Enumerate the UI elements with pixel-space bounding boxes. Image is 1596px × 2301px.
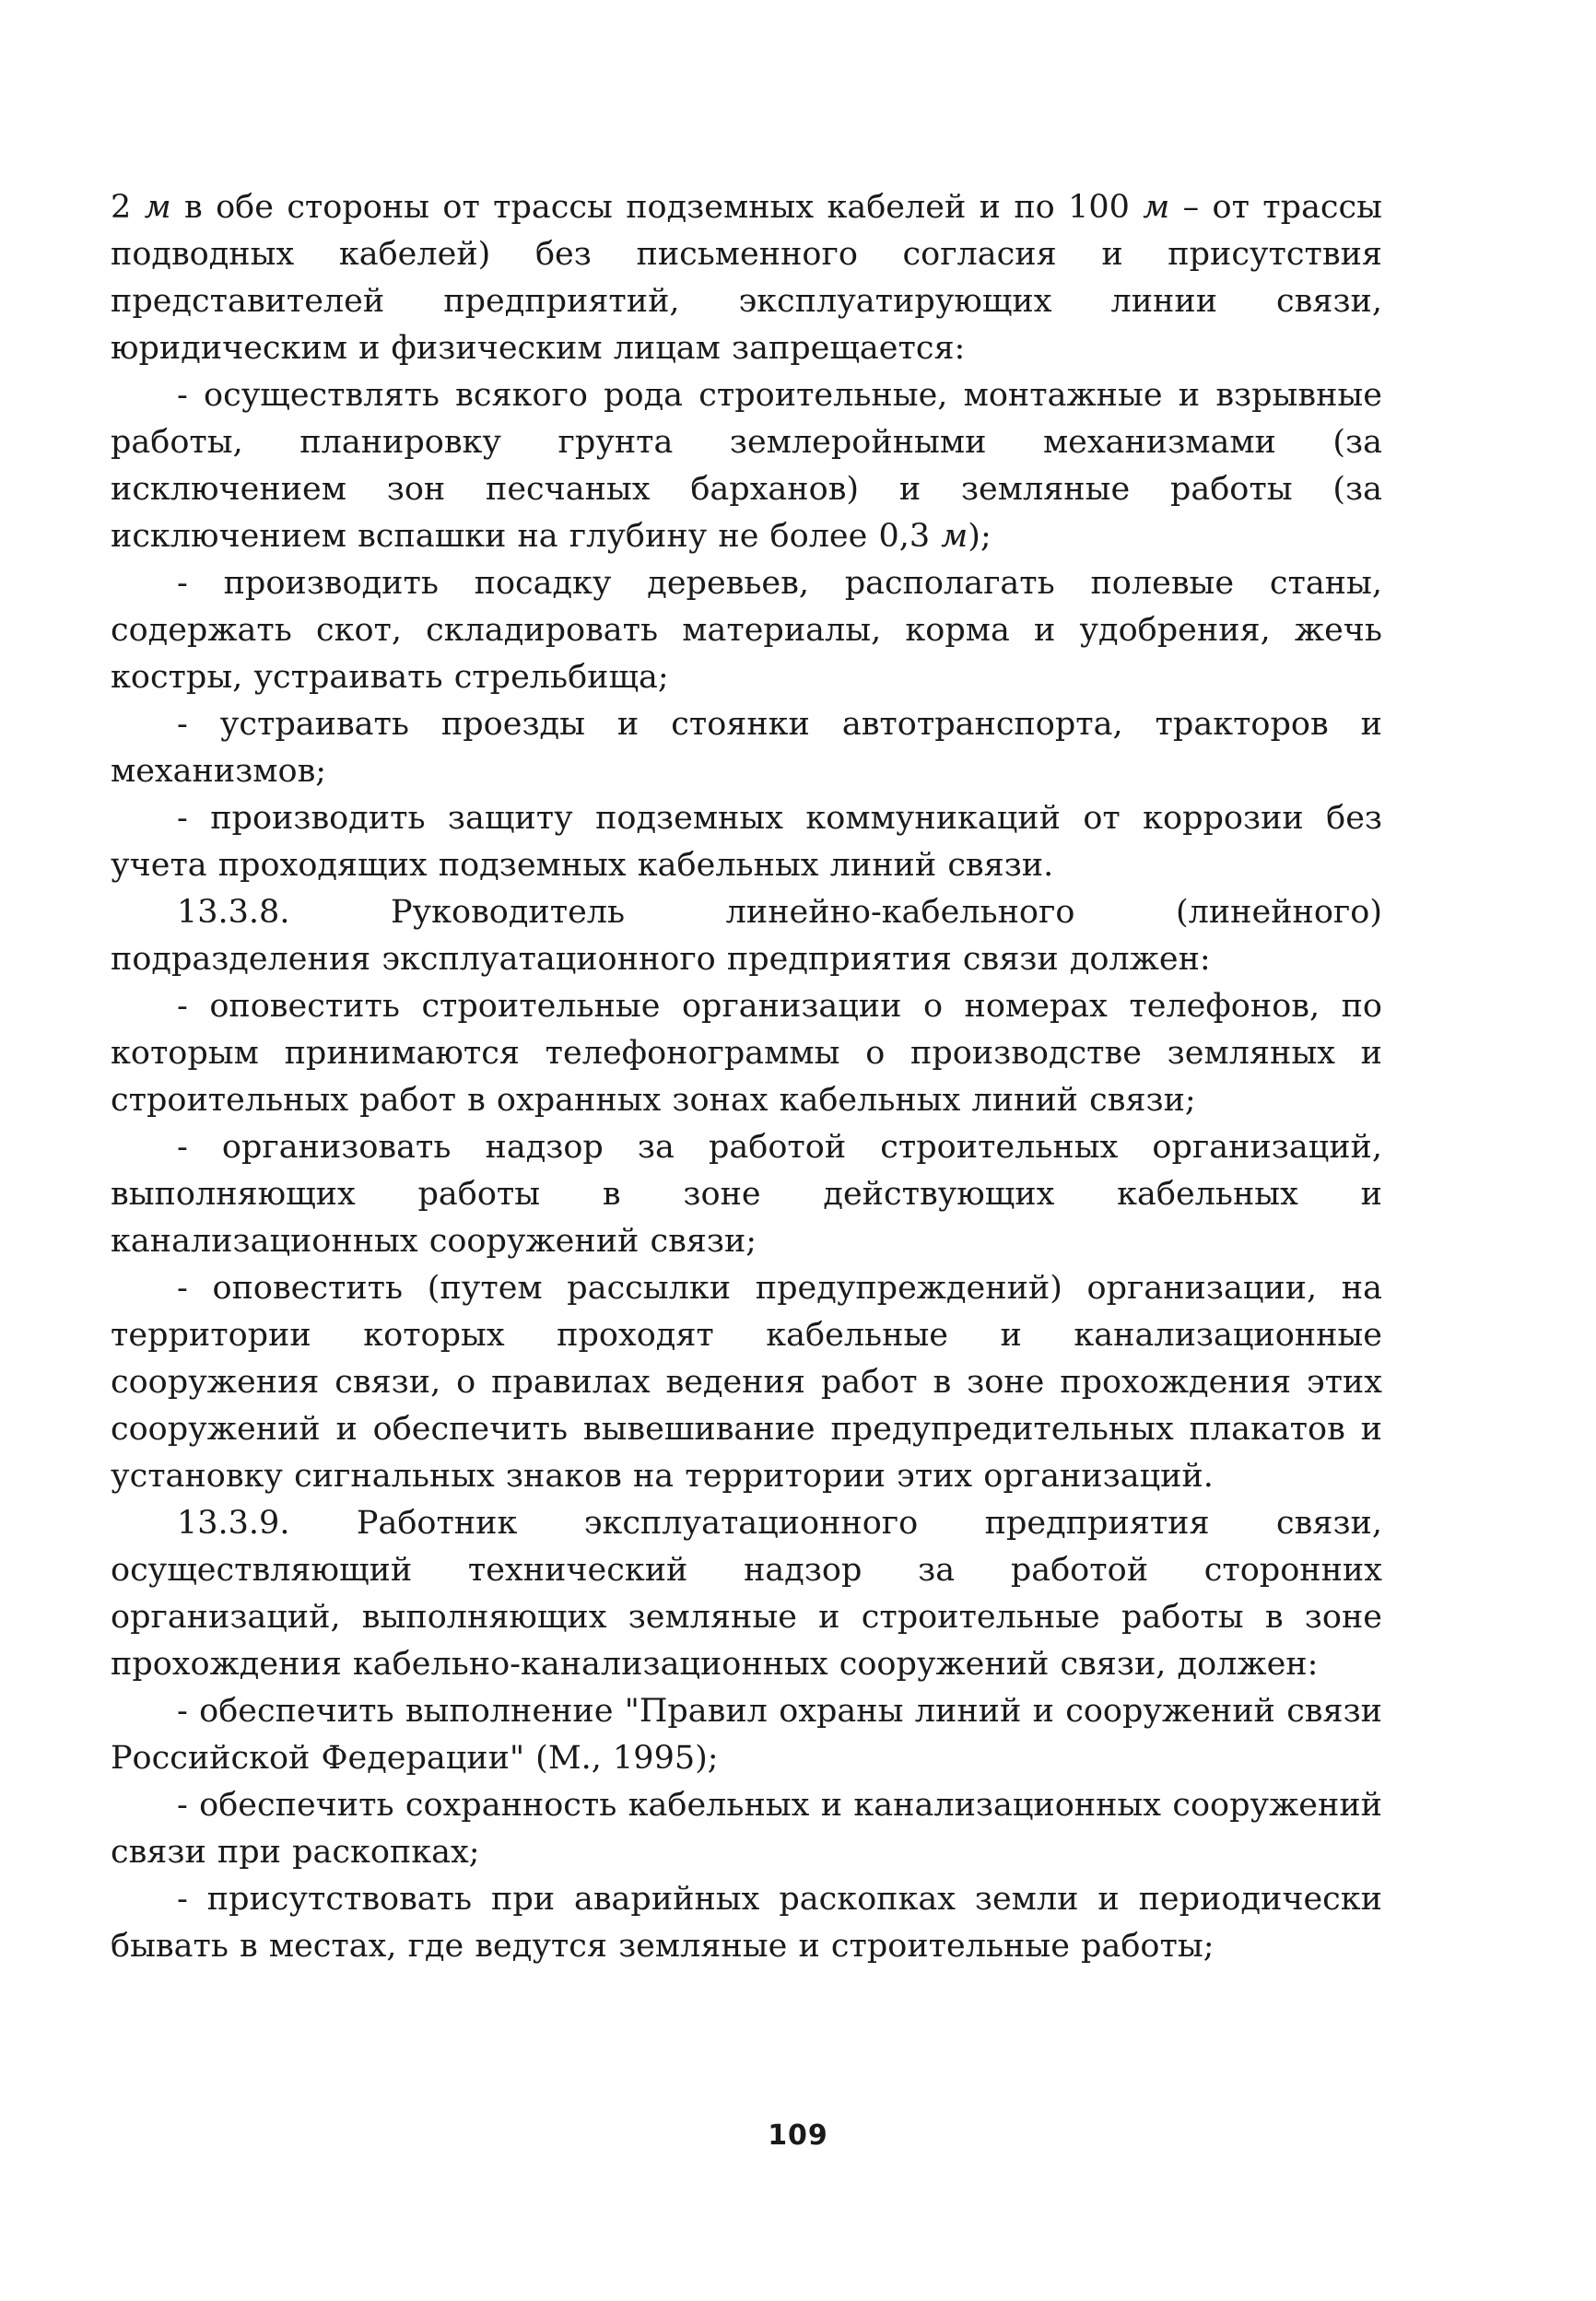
prohibition-item-1-end: ); (968, 518, 992, 555)
intro-text-3: – от трассы подводных кабелей) без письменного согласия и присутствия представителей предприятий, эксплуатирующих линии связи, юридическим и физическим лицам запрещается: (111, 189, 1382, 367)
prohibition-item-3: - устраивать проезды и стоянки автотранспорта, тракторов и механизмов; (111, 706, 1382, 790)
unit-meter-2: м (1143, 189, 1170, 226)
intro-paragraph (111, 184, 1382, 372)
section-13-3-8-item-1: - оповестить строительные организации о номерах телефонов, по которым принимаются телефонограммы о производстве земляных и строительных работ в охранных зонах кабельных линий связи; (111, 988, 1382, 1119)
section-13-3-9-item-1: - обеспечить выполнение "Правил охраны линий и сооружений связи Российской Федерации" (М., 1995); (111, 1693, 1382, 1777)
section-13-3-8-heading: 13.3.8. Руководитель линейно-кабельного (линейного) подразделения эксплуатационного предприятия связи должен: (111, 894, 1382, 978)
section-13-3-9-heading: 13.3.9. Работник эксплуатационного предприятия связи, осуществляющий технический надзор за работой сторонних организаций, выполняющих земляные и строительные работы в зоне прохождения кабельно-канализационных сооружений связи, должен: (111, 1505, 1382, 1683)
prohibition-item-1 (111, 372, 1382, 560)
section-13-3-8-item-3: - оповестить (путем рассылки предупреждений) организации, на территории которых проходят кабельные и канализационные сооружения связи, о правилах ведения работ в зоне прохождения этих сооружений и обеспечить вывешивание предупредительных плакатов и установку сигнальных знаков на территории этих организаций. (111, 1270, 1382, 1495)
intro-text-2: в обе стороны от трассы подземных кабелей и по 100 (170, 189, 1144, 226)
intro-text-1: 2 (111, 189, 145, 226)
document-page (111, 184, 1382, 1970)
prohibition-item-2: - производить посадку деревьев, располагать полевые станы, содержать скот, складировать материалы, корма и удобрения, жечь костры, устраивать стрельбища; (111, 565, 1382, 696)
prohibition-item-4: - производить защиту подземных коммуникаций от коррозии без учета проходящих подземных кабельных линий связи. (111, 800, 1382, 884)
section-13-3-8-item-2: - организовать надзор за работой строительных организаций, выполняющих работы в зоне действующих кабельных и канализационных сооружений связи; (111, 1129, 1382, 1260)
section-13-3-9-item-2: - обеспечить сохранность кабельных и канализационных сооружений связи при раскопках; (111, 1787, 1382, 1871)
unit-meter-3: м (941, 518, 968, 555)
unit-meter-1: м (144, 189, 171, 226)
prohibition-item-1-text: - осуществлять всякого рода строительные, монтажные и взрывные работы, планировку грунта землеройными механизмами (за исключением зон песчаных барханов) и земляные работы (за исключением вспашки на глубину не более 0,3 (111, 377, 1382, 555)
section-13-3-9-item-3: - присутствовать при аварийных раскопках земли и периодически бывать в местах, где ведутся земляные и строительные работы; (111, 1881, 1382, 1965)
page-number: 109 (768, 2119, 828, 2152)
